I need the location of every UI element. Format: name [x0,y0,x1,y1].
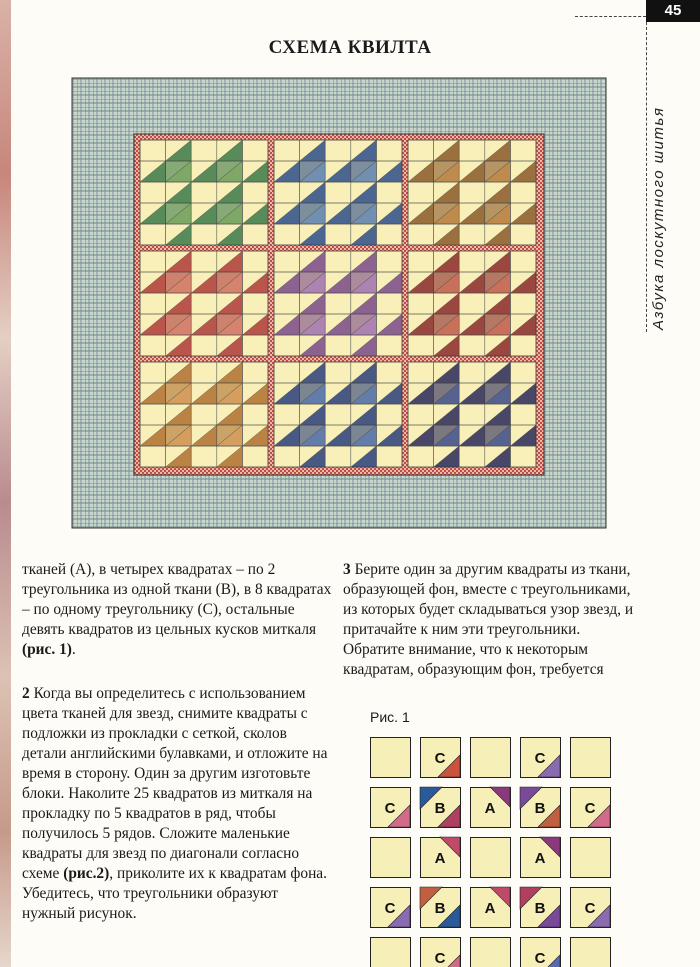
figure-cell-label: C [434,950,446,967]
quilt-block [140,362,268,467]
figure-cell [471,887,511,928]
figure-cell-label: B [534,900,546,917]
paragraph-2-text-a: Когда вы определитесь с использованием цвета тканей для звезд, снимите квадраты с подложки из прокладки с сеткой, сколов детали английскими булавками, и отложите на время в сторону. Один за другим изготовьте блоки. Наколите 25 квадратов из миткаля на прокладку по 5 квадратов в ряд, чтобы получилось 5 рядов. Сложите маленькие квадраты для звезд по диагонали согласно схеме [22,685,328,882]
figure-cell [420,787,461,828]
paragraph-1-continued [22,560,332,660]
quilt-diagram [72,78,606,528]
figure-cell [571,888,611,928]
figure-cell [521,837,561,878]
figure-cell-label: C [534,950,546,967]
paragraph-3-text: Берите один за другим квадраты из ткани, образующей фон, вместе с треугольниками, из которых будет складываться узор звезд, и притачайте к ним эти треугольники. Обратите внимание, что к некоторым квадратам, образующим фон, требуется [343,561,634,678]
figure-cell [471,938,511,967]
figure-cell [571,738,611,778]
figure-cell-label: A [484,900,496,917]
figure-cell-label: B [434,800,446,817]
figure-cell-label: C [534,750,546,767]
figure-cell [571,838,611,878]
quilt-block [408,251,536,356]
figure-cell [371,738,411,778]
figure-cell [571,938,611,967]
quilt-block [408,140,536,245]
quilt-block [140,251,268,356]
figure-cell [471,787,511,828]
figure-cell [471,838,511,878]
figure-cell-label: A [484,800,496,817]
section-side-label: Азбука лоскутного шитья [650,106,667,330]
side-rule [646,22,647,332]
quilt-block [274,140,402,245]
figure-cell [421,837,461,878]
figure-ref-1: (рис. 1) [22,641,72,658]
text-column-right [343,560,643,680]
figure-cell-label: A [534,850,546,867]
figure-cell-label: C [584,900,596,917]
header-rule [575,16,646,17]
paragraph-1-end: . [71,641,76,658]
text-column-left [22,560,332,924]
figure-cell [471,738,511,778]
figure-cell [420,887,461,928]
left-photo-strip [0,0,11,967]
figure-cell [521,738,561,778]
figure-cell [571,788,611,828]
step-number-2: 2 [22,685,30,702]
figure-cell [421,738,461,778]
figure-label: Рис. 1 [370,709,410,725]
figure-cell [371,888,411,928]
figure-cell-label: C [384,900,396,917]
figure-cell [421,938,461,967]
figure-cell-label: B [434,900,446,917]
figure-cell [520,787,561,828]
figure-cell [520,887,561,928]
quilt-block [274,362,402,467]
quilt-block [274,251,402,356]
quilt-block [408,362,536,467]
page-title: СХЕМА КВИЛТА [268,37,432,58]
quilt-block [140,140,268,245]
figure-cell-label: B [534,800,546,817]
figure-ref-2: (рис.2) [63,865,110,882]
figure-cell [521,938,561,967]
figure-cell [371,838,411,878]
figure-cell-label: A [434,850,446,867]
figure-cell-label: C [434,750,446,767]
paragraph-2 [22,684,332,924]
figure-cell [371,788,411,828]
paragraph-2-text-b: , приколите их к квадратам фона. Убедитесь, что треугольники образуют нужный рисунок. [22,865,327,922]
paragraph-3 [343,560,643,680]
page-number: 45 [646,0,700,22]
step-number-3: 3 [343,561,351,578]
figure-cell-label: C [384,800,396,817]
paragraph-1-text: тканей (А), в четырех квадратах – по 2 треугольника из одной ткани (В), в 8 квадратах – по одному треугольнику (С), остальные девять квадратов из цельных кусков миткаля [22,561,332,638]
figure-cell [371,938,411,967]
figure-1-grid [370,737,610,967]
figure-cell-label: C [584,800,596,817]
